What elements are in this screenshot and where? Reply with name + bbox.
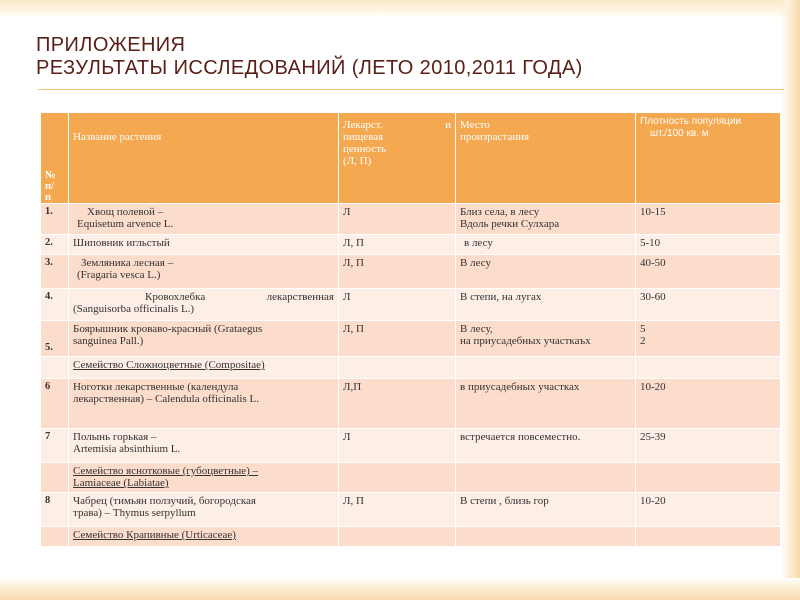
plant-name: [69, 321, 339, 357]
header-value: [339, 113, 456, 204]
row-number: 1.: [41, 204, 69, 235]
family-name-line: Семейство яснотковые (губоцветные) –: [73, 465, 259, 477]
header-place: [456, 113, 636, 204]
plant-density: 40-50: [636, 255, 781, 289]
row-number: 7: [41, 429, 69, 463]
header-number-line: №: [45, 170, 56, 181]
plant-density: [636, 321, 781, 357]
empty-cell: [456, 357, 636, 379]
empty-cell: [41, 357, 69, 379]
plant-name: [69, 379, 339, 429]
plant-name-text: лекарственная: [266, 291, 334, 303]
plant-density: 10-20: [636, 493, 781, 527]
family-name: [69, 463, 339, 493]
row-number: 6: [41, 379, 69, 429]
family-row: [41, 527, 781, 547]
plant-value: Л, П: [339, 235, 456, 255]
plant-name: [69, 289, 339, 321]
plant-name-line: Artemisia absinthium L.: [73, 443, 181, 455]
plant-name-line: Чабрец (тимьян ползучий, богородская: [73, 495, 256, 507]
plant-place: В степи , близь гор: [456, 493, 636, 527]
plant-place: В степи, на лугах: [456, 289, 636, 321]
row-number: 3.: [41, 255, 69, 289]
header-value-line: пищевая: [343, 131, 384, 143]
plant-place: [456, 321, 636, 357]
plant-place: [456, 204, 636, 235]
table-row: [41, 429, 781, 463]
plant-name: Шиповник игльстый: [69, 235, 339, 255]
plant-density-line: 5: [640, 323, 646, 335]
plant-name-line: Полынь горькая –: [73, 431, 157, 443]
header-value-text: Лекарст.: [343, 119, 383, 131]
plant-value: Л,П: [339, 379, 456, 429]
header-place-line: Место: [460, 119, 490, 131]
row-number: 8: [41, 493, 69, 527]
plant-density: 10-15: [636, 204, 781, 235]
top-border-decoration: [0, 0, 800, 18]
plant-name-text: Кровохлебка: [145, 291, 206, 303]
plant-name-line: (Fragaria vesca L.): [77, 269, 161, 281]
plant-place: в лесу: [456, 235, 636, 255]
plant-value: Л, П: [339, 493, 456, 527]
table-row: [41, 321, 781, 357]
plant-value: Л, П: [339, 255, 456, 289]
header-value-line: (Л, П): [343, 155, 372, 167]
header-place-line: произрастания: [460, 131, 530, 143]
plant-name-line: [73, 291, 334, 303]
table-row: [41, 379, 781, 429]
empty-cell: [636, 527, 781, 547]
title-line-2: РЕЗУЛЬТАТЫ ИССЛЕДОВАНИЙ (ЛЕТО 2010,2011 ГОДА): [36, 57, 583, 79]
plant-name-line: Боярышник кроваво-красный (Grataegus: [73, 323, 263, 335]
plant-value: Л: [339, 429, 456, 463]
plant-place: встречается повсеместно.: [456, 429, 636, 463]
plant-density: 30-60: [636, 289, 781, 321]
slide-title: [36, 34, 776, 80]
plant-name-line: Equisetum arvence L.: [77, 218, 174, 230]
plant-value: Л, П: [339, 321, 456, 357]
plant-place: В лесу: [456, 255, 636, 289]
family-name: Семейство Сложноцветные (Compositae): [69, 357, 339, 379]
plant-density: 25-39: [636, 429, 781, 463]
header-number-line: п: [45, 192, 52, 203]
empty-cell: [339, 463, 456, 493]
empty-cell: [636, 463, 781, 493]
table-row: [41, 493, 781, 527]
plant-density: 5-10: [636, 235, 781, 255]
plant-name-line: (Sanguisorba officinalis L.): [73, 303, 195, 315]
title-line-1: ПРИЛОЖЕНИЯ: [36, 34, 186, 56]
row-number: 5.: [41, 321, 69, 357]
table-row: [41, 235, 781, 255]
plant-value: Л: [339, 289, 456, 321]
results-table: [40, 112, 781, 547]
empty-cell: [41, 527, 69, 547]
plant-name: [69, 429, 339, 463]
header-value-line: ценность: [343, 143, 387, 155]
empty-cell: [456, 463, 636, 493]
title-underline: [38, 89, 784, 90]
plant-name: [69, 204, 339, 235]
row-number: 4.: [41, 289, 69, 321]
table-header-row: [41, 113, 781, 204]
plant-value: Л: [339, 204, 456, 235]
plant-place: в приусадебных участках: [456, 379, 636, 429]
family-row: [41, 463, 781, 493]
plant-name-line: лекарственная) – Calendula officinalis L.: [73, 393, 259, 405]
family-name: Семейство Крапивные (Urticaceae): [69, 527, 339, 547]
plant-place-line: Вдоль речки Сулхара: [460, 218, 560, 230]
header-density-line: Плотность популяции: [640, 116, 742, 127]
plant-place-line: В лесу,: [460, 323, 493, 335]
plant-place-line: на приусадебных участкаъх: [460, 335, 591, 347]
header-number: [41, 113, 69, 204]
plant-name-line: трава) – Thymus serpyllum: [73, 507, 196, 519]
plant-place-line: Близ села, в лесу: [460, 206, 540, 218]
row-number: 2.: [41, 235, 69, 255]
table-row: [41, 255, 781, 289]
empty-cell: [636, 357, 781, 379]
header-density: [636, 113, 781, 204]
header-density-line: шт./100 кв. м: [650, 128, 709, 139]
table-row: [41, 289, 781, 321]
empty-cell: [339, 527, 456, 547]
plant-name-line: Хвощ полевой –: [87, 206, 164, 218]
right-border-decoration: [780, 0, 800, 600]
family-row: [41, 357, 781, 379]
bottom-border-decoration: [0, 578, 800, 600]
header-plant-name: Название растения: [69, 113, 339, 204]
empty-cell: [339, 357, 456, 379]
plant-name-line: Земляника лесная –: [81, 257, 174, 269]
header-number-line: п/: [45, 181, 54, 192]
empty-cell: [456, 527, 636, 547]
header-value-text: и: [445, 119, 451, 131]
empty-cell: [41, 463, 69, 493]
plant-name: [69, 255, 339, 289]
plant-density: 10-20: [636, 379, 781, 429]
plant-name: [69, 493, 339, 527]
plant-density-line: 2: [640, 335, 646, 347]
table-row: [41, 204, 781, 235]
plant-name-line: sanguinea Pall.): [73, 335, 144, 347]
family-name-line: Lamiaceae (Labiatae): [73, 477, 169, 489]
plant-name-line: Ноготки лекарственные (календула: [73, 381, 239, 393]
header-value-line: [343, 119, 451, 131]
